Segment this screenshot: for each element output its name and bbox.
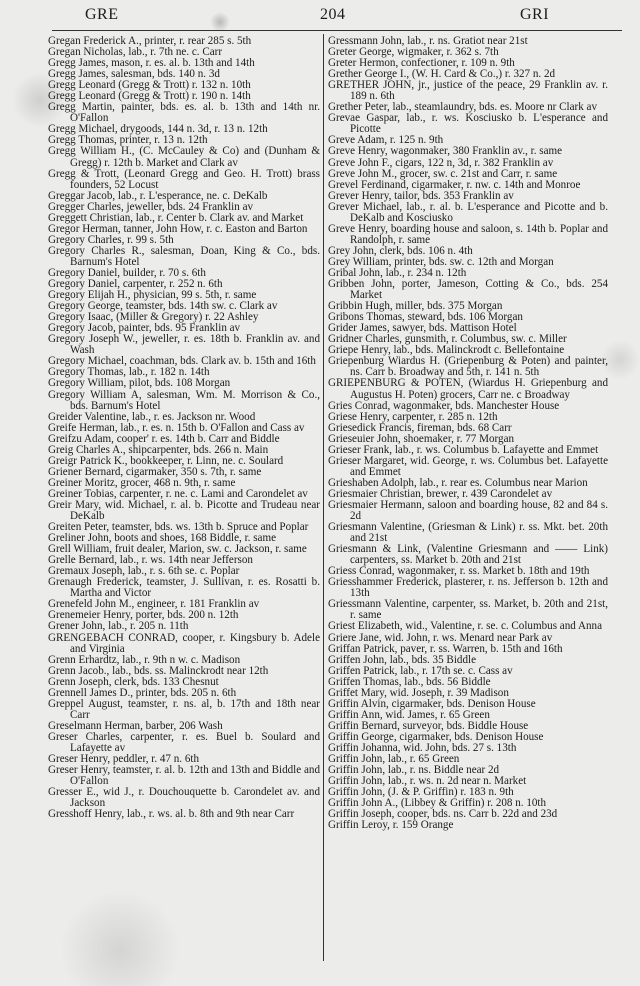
directory-entry: Grieshaben Adolph, lab., r. rear es. Columbus near Marion	[328, 476, 588, 489]
directory-entry: Greter Hermon, confectioner, r. 109 n. 9th	[328, 57, 515, 70]
directory-entry: Griffet Mary, wid. Joseph, r. 39 Madison	[328, 686, 509, 699]
directory-entry: Griffin George, cigarmaker, bds. Denison House	[328, 730, 544, 743]
right-guide-word: GRI	[520, 6, 550, 23]
directory-entry: Grenn Erhardtz, lab., r. 9th n w. c. Madison	[48, 653, 241, 666]
directory-entry: Grever Michael, lab., r. al. b. L'esperance and Picotte and b. DeKalb and Kosciusko	[328, 200, 608, 224]
directory-entry: Griere Jane, wid. John, r. ws. Menard near Park av	[328, 631, 553, 644]
directory-entry: Gribons Thomas, steward, bds. 106 Morgan	[328, 311, 523, 324]
directory-entry: Griffin John A., (Libbey & Griffin) r. 208 n. 10th	[328, 797, 547, 810]
directory-entry: Griepenburg Wiardus H. (Griepenburg & Poten) and painter, ns. Carr b. Broadway and 5th, r. 141 n. 5th	[328, 355, 608, 379]
directory-entry: Greliner John, boots and shoes, 168 Biddle, r. same	[48, 532, 277, 545]
directory-entry: Griener Bernard, cigarmaker, 350 s. 7th, r. same	[48, 465, 262, 478]
directory-entry: Gribben John, porter, Jameson, Cotting & Co., bds. 254 Market	[328, 278, 608, 302]
directory-entry: Greiner Tobias, carpenter, r. ne. c. Lami and Carondelet av	[48, 487, 308, 500]
directory-entry: Gregory William A, salesman, Wm. M. Morrison & Co., bds. Barnum's Hotel	[48, 388, 320, 412]
directory-entry: Grevae Gaspar, lab., r. ws. Kosciusko b. L'esperance and Picotte	[328, 112, 608, 136]
directory-entry: Gregg James, salesman, bds. 140 n. 3d	[48, 68, 220, 81]
directory-entry: Grell William, fruit dealer, Marion, sw. c. Jackson, r. same	[48, 543, 307, 556]
directory-entry: Greser Henry, peddler, r. 47 n. 6th	[48, 753, 200, 766]
page-number: 204	[320, 6, 346, 23]
directory-entry: Gregg Michael, drygoods, 144 n. 3d, r. 13 n. 12th	[48, 123, 268, 136]
directory-entry: Griffin Bernard, surveyor, bds. Biddle House	[328, 719, 529, 732]
directory-entry: Gribal John, lab., r. 234 n. 12th	[328, 266, 467, 279]
directory-entry: Griffin Ann, wid. James, r. 65 Green	[328, 708, 490, 721]
directory-entry: Greve Henry, wagonmaker, 380 Franklin av., r. same	[328, 145, 563, 158]
directory-entry: Grieseuier John, shoemaker, r. 77 Morgan	[328, 432, 515, 445]
directory-entry: Griesshammer Frederick, plasterer, r. ns. Jefferson b. 12th and 13th	[328, 576, 608, 600]
directory-entry: Griffin John, lab., r. ns. Biddle near 2d	[328, 764, 500, 777]
directory-entry: Griffin Alvin, cigarmaker, bds. Denison House	[328, 697, 536, 710]
directory-entry: Greir Mary, wid. Michael, r. al. b. Picotte and Trudeau near DeKalb	[48, 498, 320, 523]
directory-entry: Grenefeld John M., engineer, r. 181 Franklin av	[48, 598, 260, 611]
directory-entry: Gregor Herman, tanner, John How, r. c. Easton and Barton	[48, 222, 308, 235]
directory-entry: Griesmaier Hermann, saloon and boarding house, 82 and 84 s. 2d	[328, 498, 608, 523]
left-guide-word: GRE	[85, 6, 119, 23]
directory-entry: Griffan Patrick, paver, r. ss. Warren, b. 15th and 16th	[328, 642, 563, 655]
directory-entry: Grevel Ferdinand, cigarmaker, r. nw. c. 14th and Monroe	[328, 178, 581, 191]
directory-entry: Grieser Frank, lab., r. ws. Columbus b. Lafayette and Emmet	[328, 443, 599, 456]
directory-entry: Grener John, lab., r. 205 n. 11th	[48, 620, 189, 633]
directory-entry: Griffin Johanna, wid. John, bds. 27 s. 13th	[328, 742, 517, 754]
directory-entry: Greve Adam, r. 125 n. 9th	[328, 134, 444, 147]
directory-entry: Griffin John, (J. & P. Griffin) r. 183 n. 9th	[328, 786, 514, 799]
directory-entry: Griesmann & Link, (Valentine Griesmann and —— Link) carpenters, ss. Market b. 20th and 21st	[328, 543, 608, 567]
directory-entry: Grenaugh Frederick, teamster, J. Sullivan, r. es. Rosatti b. Martha and Victor	[48, 576, 320, 600]
directory-entry: GRETHER JOHN, jr., justice of the peace, 29 Franklin av. r. 189 n. 6th	[328, 79, 608, 103]
directory-entry: Greter George, wigmaker, r. 362 s. 7th	[328, 46, 499, 59]
directory-entry: Griesmaier Christian, brewer, r. 439 Carondelet av	[328, 487, 553, 500]
directory-entry: Griess Conrad, wagonmaker, r. ss. Market b. 18th and 19th	[328, 565, 590, 578]
directory-entry: Gries Conrad, wagonmaker, bds. Manchester House	[328, 399, 560, 412]
header-rule	[52, 30, 622, 31]
directory-entry: Gresser E., wid J., r. Douchouquette b. Carondelet av. and Jackson	[48, 786, 320, 810]
directory-entry: Gregg & Trott, (Leonard Gregg and Geo. H. Trott) brass founders, 52 Locust	[48, 167, 320, 191]
directory-entry: Gridner Charles, gunsmith, r. Columbus, sw. c. Miller	[328, 333, 567, 346]
directory-entry: Greifzu Adam, cooper' r. es. 14th b. Carr and Biddle	[48, 432, 280, 445]
directory-entry: Griffin Leroy, r. 159 Orange	[328, 819, 454, 832]
directory-entry: Grether Peter, lab., steamlaundry, bds. es. Moore nr Clark av	[328, 101, 598, 114]
directory-entry: Gregory Daniel, carpenter, r. 252 n. 6th	[48, 278, 223, 291]
directory-entry: Grenn Jacob., lab., bds. ss. Malinckrodt near 12th	[48, 664, 269, 677]
directory-entry: Grether George I., (W. H. Card & Co.,) r. 327 n. 2d	[328, 68, 556, 81]
directory-entry: Greggar Jacob, lab., r. L'esperance, ne. c. DeKalb	[48, 189, 268, 202]
directory-entry: Greife Herman, lab., r. es. n. 15th b. O'Fallon and Cass av	[48, 421, 305, 434]
directory-entry: Griessmann Valentine, carpenter, ss. Market, b. 20th and 21st, r. same	[328, 598, 608, 622]
directory-entry: Griepe Henry, lab., bds. Malinckrodt c. Bellefontaine	[328, 344, 565, 357]
directory-entry: Gribbin Hugh, miller, bds. 375 Morgan	[328, 300, 503, 313]
directory-entry: Gregory Isaac, (Miller & Gregory) r. 22 Ashley	[48, 311, 259, 324]
directory-entry: Greiner Moritz, grocer, 468 n. 9th, r. same	[48, 476, 236, 489]
left-column	[48, 36, 320, 820]
directory-entry: Gresshoff Henry, lab., r. ws. al. b. 8th and 9th near Carr	[48, 808, 295, 821]
directory-entry: Greselmann Herman, barber, 206 Wash	[48, 719, 223, 732]
directory-entry: Grey William, printer, bds. sw. c. 12th and Morgan	[328, 255, 554, 268]
directory-entry: Griesedick Francis, fireman, bds. 68 Carr	[328, 421, 512, 434]
directory-entry: Gregg Martin, painter, bds. es. al. b. 13th and 14th nr. O'Fallon	[48, 101, 320, 125]
directory-entry: GRIEPENBURG & POTEN, (Wiardus H. Griepenburg and Augustus H. Poten) grocers, Carr ne. c Broadway	[328, 377, 608, 401]
directory-entry: Gregory Jacob, painter, bds. 95 Franklin av	[48, 322, 241, 335]
directory-entry: Greve Henry, boarding house and saloon, s. 14th b. Poplar and Randolph, r. same	[328, 222, 608, 246]
directory-entry: Gremaux Joseph, lab., r. s. 6th se. c. Poplar	[48, 565, 240, 578]
directory-entry: Greve John M., grocer, sw. c. 21st and Carr, r. same	[328, 167, 558, 180]
directory-entry: Gressmann John, lab., r. ns. Gratiot near 21st	[328, 35, 528, 47]
directory-entry: Gregory Daniel, builder, r. 70 s. 6th	[48, 266, 206, 279]
directory-entry: Gregory Michael, coachman, bds. Clark av. b. 15th and 16th	[48, 355, 316, 368]
directory-entry: Greggett Christian, lab., r. Center b. Clark av. and Market	[48, 211, 304, 224]
directory-entry: Gregory George, teamster, bds. 14th sw. c. Clark av	[48, 300, 278, 313]
column-divider	[323, 34, 324, 961]
directory-entry: Griest Elizabeth, wid., Valentine, r. se. c. Columbus and Anna	[328, 620, 603, 633]
directory-entry: Griffen Thomas, lab., bds. 56 Biddle	[328, 675, 491, 688]
directory-entry: Greider Valentine, lab., r. es. Jackson nr. Wood	[48, 410, 256, 423]
page-header	[60, 4, 620, 28]
directory-entry: Gregan Frederick A., printer, r. rear 285 s. 5th	[48, 35, 252, 47]
directory-entry: Grey John, clerk, bds. 106 n. 4th	[328, 244, 473, 257]
directory-entry: Greser Henry, teamster, r. al. b. 12th and 13th and Biddle and O'Fallon	[48, 764, 320, 788]
directory-entry: Gregg Leonard (Gregg & Trott) r. 132 n. 10th	[48, 79, 251, 92]
directory-entry: Grieser Margaret, wid. George, r. ws. Columbus bet. Lafayette and Emmet	[328, 454, 608, 478]
directory-entry: Grenn Joseph, clerk, bds. 133 Chesnut	[48, 675, 219, 688]
directory-entry: Griese Henry, carpenter, r. 285 n. 12th	[328, 410, 498, 423]
directory-entry: Griffen John, lab., bds. 35 Biddle	[328, 653, 477, 666]
directory-entry: Griffin Joseph, cooper, bds. ns. Carr b. 22d and 23d	[328, 808, 558, 821]
directory-entry: Gregory Elijah H., physician, 99 s. 5th, r. same	[48, 289, 257, 302]
directory-entry: Gregory Charles, r. 99 s. 5th	[48, 233, 174, 246]
directory-entry: Gregory Charles R., salesman, Doan, King & Co., bds. Barnum's Hotel	[48, 244, 320, 268]
directory-entry: Grenemeier Henry, porter, bds. 200 n. 12th	[48, 609, 239, 622]
directory-entry: Grelle Bernard, lab., r. ws. 14th near Jefferson	[48, 554, 253, 567]
directory-entry: Greiten Peter, teamster, bds. ws. 13th b. Spruce and Poplar	[48, 521, 309, 534]
directory-entry: Gregg James, mason, r. es. al. b. 13th and 14th	[48, 57, 255, 70]
directory-entry: Gregger Charles, jeweller, bds. 24 Franklin av	[48, 200, 254, 213]
directory-entry: Greigr Patrick K., bookkeeper, r. Linn, ne. c. Soulard	[48, 454, 284, 467]
directory-entry: Griesmann Valentine, (Griesman & Link) r. ss. Mkt. bet. 20th and 21st	[328, 521, 608, 545]
directory-entry: Greig Charles A., shipcarpenter, bds. 266 n. Main	[48, 443, 269, 456]
directory-entry: Greppel August, teamster, r. ns. al, b. 17th and 18th near Carr	[48, 697, 320, 721]
directory-entry: Griffin John, lab., r. ws. n. 2d near n. Market	[328, 775, 527, 788]
directory-entry: Gregory Joseph W., jeweller, r. es. 18th b. Franklin av. and Wash	[48, 333, 320, 357]
directory-entry: Grever Henry, tailor, bds. 353 Franklin av	[328, 189, 514, 202]
directory-entry: Gregory Thomas, lab., r. 182 n. 14th	[48, 366, 210, 379]
directory-entry: Grennell James D., printer, bds. 205 n. 6th	[48, 686, 237, 699]
directory-entry: GRENGEBACH CONRAD, cooper, r. Kingsbury b. Adele and Virginia	[48, 631, 320, 655]
directory-entry: Gregg Leonard (Gregg & Trott) r. 190 n. 14th	[48, 90, 251, 103]
directory-entry: Gregory William, pilot, bds. 108 Morgan	[48, 377, 231, 390]
directory-entry: Gregan Nicholas, lab., r. 7th ne. c. Carr	[48, 46, 223, 59]
directory-entry: Griffin John, lab., r. 65 Green	[328, 753, 460, 766]
directory-entry: Gregg Thomas, printer, r. 13 n. 12th	[48, 134, 208, 147]
directory-entry: Griffen Patrick, lab., r. 17th se. c. Cass av	[328, 664, 513, 677]
directory-entry: Greser Charles, carpenter, r. es. Buel b. Soulard and Lafayette av	[48, 730, 320, 754]
directory-entry: Gregg William H., (C. McCauley & Co) and (Dunham & Gregg) r. 12th b. Market and Clark av	[48, 145, 320, 169]
right-column	[328, 36, 608, 831]
directory-entry: Greve John F., cigars, 122 n, 3d, r. 382 Franklin av	[328, 156, 554, 169]
directory-entry: Grider James, sawyer, bds. Mattison Hotel	[328, 322, 517, 335]
